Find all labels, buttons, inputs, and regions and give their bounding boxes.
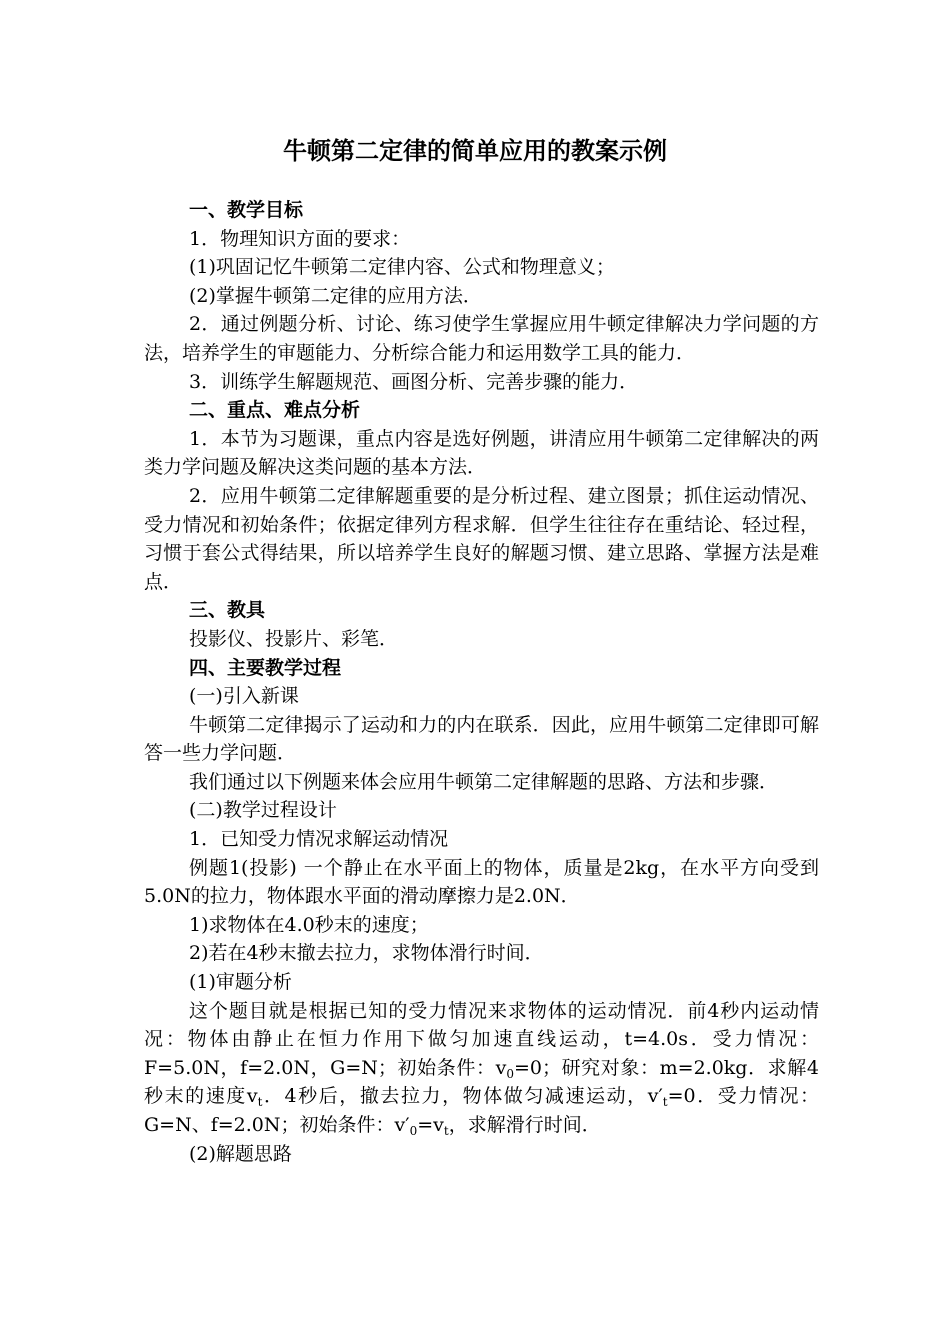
subscript: 0 — [506, 1066, 514, 1081]
subscript: 0 — [409, 1124, 418, 1138]
section-heading-objectives: 一、教学目标 — [189, 199, 304, 221]
paragraph: (1)巩固记忆牛顿第二定律内容、公式和物理意义； — [189, 256, 615, 279]
paragraph: 1．已知受力情况求解运动情况 — [189, 828, 449, 851]
subscript: t — [443, 1124, 449, 1138]
paragraph: (2)掌握牛顿第二定律的应用方法． — [189, 284, 482, 307]
text-run: =0；研究对象：m=2.0kg．求解4秒末的速度v — [144, 1056, 819, 1108]
document-title: 牛顿第二定律的简单应用的教案示例 — [283, 137, 667, 165]
paragraph: (2)解题思路 — [189, 1142, 292, 1165]
text-run: =v — [417, 1114, 444, 1136]
subscript: t — [257, 1095, 263, 1110]
section-heading-teaching-aids: 三、教具 — [189, 599, 266, 622]
document-body — [144, 196, 819, 1168]
section-heading-teaching-process: 四、主要教学过程 — [189, 656, 342, 679]
paragraph: 牛顿第二定律揭示了运动和力的内在联系．因此，应用牛顿第二定律即可解答一些力学问题． — [144, 713, 819, 765]
paragraph: 2．通过例题分析、讨论、练习使学生掌握应用牛顿定律解决力学问题的方法，培养学生的审题能力、分析综合能力和运用数学工具的能力． — [144, 313, 819, 364]
section-heading-key-points: 二、重点、难点分析 — [189, 399, 361, 422]
paragraph: 例题1(投影) 一个静止在水平面上的物体，质量是2kg，在水平方向受到5.0N的拉力，物体跟水平面的滑动摩擦力是2.0N． — [144, 856, 819, 908]
paragraph: 2)若在4秒末撤去拉力，求物体滑行时间． — [189, 942, 544, 965]
paragraph: 1．本节为习题课，重点内容是选好例题，讲清应用牛顿第二定律解决的两类力学问题及解决这类问题的基本方法． — [144, 427, 819, 479]
paragraph-analysis — [144, 997, 819, 1140]
paragraph: 1．物理知识方面的要求： — [189, 227, 411, 250]
paragraph: 3．训练学生解题规范、画图分析、完善步骤的能力． — [189, 370, 639, 393]
subscript: t — [662, 1095, 668, 1110]
paragraph: (1)审题分析 — [189, 971, 292, 994]
paragraph: 投影仪、投影片、彩笔． — [189, 627, 399, 650]
text-run: =0．受力情况：G=N、f=2.0N；初始条件：v′ — [144, 1085, 820, 1136]
paragraph: 2．应用牛顿第二定律解题重要的是分析过程、建立图景；抓住运动情况、受力情况和初始条件；依据定律列方程求解．但学生往往存在重结论、轻过程，习惯于套公式得结果，所以培养学生良好的解题习惯、建立思路、掌握方法是难点． — [144, 484, 819, 593]
text-run: ，求解滑行时间． — [448, 1114, 601, 1136]
paragraph: 我们通过以下例题来体会应用牛顿第二定律解题的思路、方法和步骤． — [189, 770, 779, 793]
text-run: ．4秒后，撤去拉力，物体做匀减速运动，v′ — [262, 1085, 663, 1108]
paragraph: (一)引入新课 — [189, 685, 299, 708]
paragraph: 1)求物体在4.0秒末的速度； — [189, 913, 429, 936]
paragraph: (二)教学过程设计 — [189, 799, 337, 822]
text-run: 这个题目就是根据已知的受力情况来求物体的运动情况．前4秒内运动情况：物体由静止在恒力作用下做匀加速直线运动，t=4.0s．受力情况：F=5.0N，f=2.0N，G=N；初始条件：v — [144, 999, 819, 1079]
